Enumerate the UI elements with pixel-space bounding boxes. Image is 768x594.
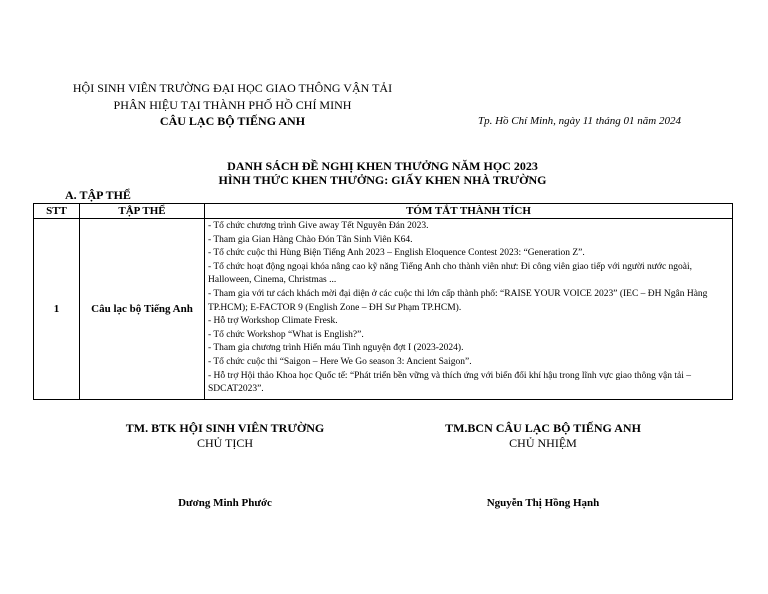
summary-item: - Hỗ trợ Hội thảo Khoa học Quốc tế: “Phát triển bền vững và thích ứng với biến đổi khí hậu trong lĩnh vực giao thông vận tải – SDCAT2023”. (208, 370, 691, 395)
signature-right-role: CHỦ NHIỆM (509, 436, 577, 450)
row-stt: 1 (34, 219, 80, 400)
org-line-3: CÂU LẠC BỘ TIẾNG ANH (159, 114, 306, 128)
row-summary (205, 219, 733, 400)
header-summary: TÓM TẮT THÀNH TÍCH (205, 204, 733, 219)
signature-left-org: TM. BTK HỘI SINH VIÊN TRƯỜNG (125, 421, 325, 435)
signature-right-name: Nguyễn Thị Hồng Hạnh (486, 497, 600, 509)
table-header-row (34, 204, 733, 219)
summary-item: - Tham gia với tư cách khách mời đại diện ở các cuộc thi lớn cấp thành phố: “RAISE YOUR VOICE 2023” (IEC – ĐH Ngân Hàng TP.HCM); E-FACTOR 9 (English Zone – ĐH Sư Phạm TP.HCM). (208, 288, 708, 313)
signature-right-org: TM.BCN CÂU LẠC BỘ TIẾNG ANH (445, 421, 641, 435)
summary-item: - Tổ chức cuộc thi “Saigon – Here We Go season 3: Ancient Saigon”. (208, 356, 472, 367)
summary-item: - Tổ chức hoạt động ngoại khóa nâng cao kỹ năng Tiếng Anh cho thành viên như: Đi công viên giao tiếp với người nước ngoài, Halloween, Cinema, Christmas ... (208, 261, 693, 286)
summary-item: - Tổ chức cuộc thi Hùng Biện Tiếng Anh 2023 – English Eloquence Contest 2023: “Generation Z”. (208, 248, 585, 259)
achievement-table (33, 203, 733, 400)
header-team: TẬP THỂ (80, 204, 205, 219)
document-subtitle: HÌNH THỨC KHEN THƯỞNG: GIẤY KHEN NHÀ TRƯỜNG (218, 173, 547, 187)
signature-left-name: Dương Minh Phước (178, 497, 272, 509)
row-team: Câu lạc bộ Tiếng Anh (80, 219, 205, 400)
document-title: DANH SÁCH ĐỀ NGHỊ KHEN THƯỞNG NĂM HỌC 2023 (227, 159, 538, 173)
section-label: A. TẬP THỂ (65, 188, 131, 202)
summary-item: - Tổ chức Workshop “What is English?”. (208, 329, 364, 340)
signature-left-role: CHỦ TỊCH (196, 436, 254, 450)
org-line-2: PHÂN HIỆU TẠI THÀNH PHỐ HỒ CHÍ MINH (113, 98, 352, 112)
summary-item: - Hỗ trợ Workshop Climate Fresk. (208, 316, 338, 327)
header-stt: STT (34, 204, 80, 219)
summary-item: - Tham gia chương trình Hiến máu Tình nguyện đợt I (2023-2024). (208, 343, 464, 354)
table-row (34, 219, 733, 400)
org-line-1: HỘI SINH VIÊN TRƯỜNG ĐẠI HỌC GIAO THÔNG VẬN TẢI (72, 81, 393, 95)
place-date: Tp. Hồ Chí Minh, ngày 11 tháng 01 năm 2024 (478, 115, 681, 127)
summary-item: - Tham gia Gian Hàng Chào Đón Tân Sinh Viên K64. (208, 234, 413, 245)
summary-item: - Tổ chức chương trình Give away Tết Nguyên Đán 2023. (208, 221, 429, 231)
